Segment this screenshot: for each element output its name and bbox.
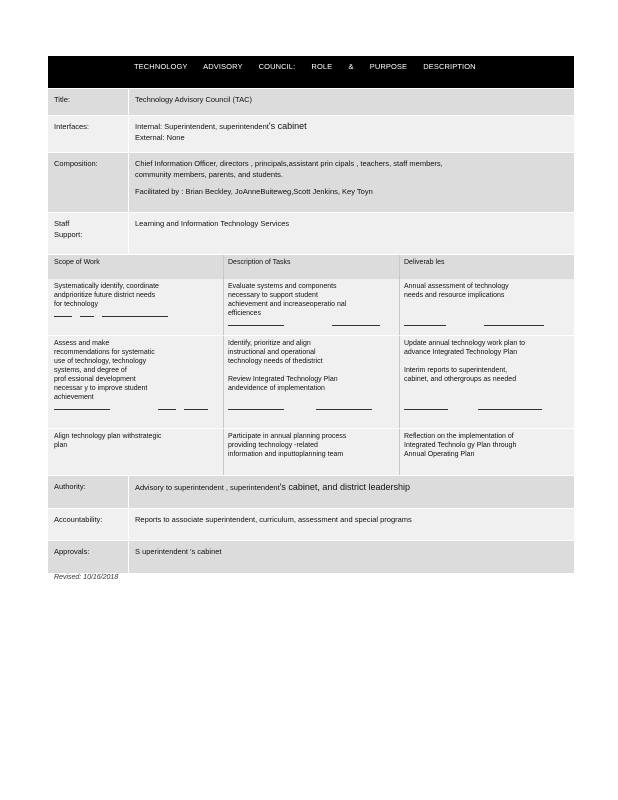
authority-row xyxy=(48,475,574,509)
cell-line: for technology xyxy=(54,301,98,308)
table-cell xyxy=(399,336,574,428)
title-value: Technology Advisory Council (TAC) xyxy=(128,89,574,115)
staff-support-label xyxy=(48,213,128,254)
interfaces-label: Interfaces: xyxy=(54,122,90,131)
cell-line: Systematically identify, coordinate xyxy=(54,283,159,290)
cell-line: Annual assessment of technology xyxy=(404,283,509,290)
interfaces-internal-tail: 's cabinet xyxy=(268,121,307,131)
authority-tail: 's cabinet, and district leadership xyxy=(279,482,410,492)
cell-line: advance Integrated Technology Plan xyxy=(404,349,518,356)
cell-line: technology needs of thedistrict xyxy=(228,358,323,365)
cell-line: Interim reports to superintendent, xyxy=(404,367,508,374)
revised-date: Revised: 10/16/2018 xyxy=(54,574,119,581)
table-cell xyxy=(399,429,574,475)
cell-line: systems, and degree of xyxy=(54,367,127,374)
cell-line: needs and resource implications xyxy=(404,292,505,299)
staff-support-row xyxy=(48,213,574,255)
cell-line: information and inputtoplanning team xyxy=(228,451,344,458)
cell-line: andevidence of implementation xyxy=(228,385,325,392)
cell-line: Annual Operating Plan xyxy=(404,451,475,458)
cell-line: providing technology -related xyxy=(228,442,318,449)
blank-rule xyxy=(54,309,219,317)
table-cell xyxy=(399,279,574,335)
table-header-description: Description of Tasks xyxy=(223,255,399,279)
cell-line: Participate in annual planning process xyxy=(228,433,347,440)
blank-rule xyxy=(54,402,219,410)
table-cell xyxy=(223,429,399,475)
cell-line: plan xyxy=(54,442,68,449)
staff-support-value: Learning and Information Technology Services xyxy=(128,213,574,254)
composition-label: Composition: xyxy=(54,159,98,168)
document-title: TECHNOLOGY ADVISORY COUNCIL: ROLE & PURPOSE DESCRIPTION xyxy=(134,62,476,71)
composition-row xyxy=(48,153,574,213)
header-label-cell xyxy=(48,56,128,88)
cell-line: Update annual technology work plan to xyxy=(404,340,526,347)
table-row xyxy=(48,279,574,335)
role-purpose-document xyxy=(48,56,574,574)
table-cell xyxy=(48,279,223,335)
table-cell xyxy=(48,429,223,475)
table-cell xyxy=(223,336,399,428)
cell-line: efficiences xyxy=(228,310,261,317)
blank-rule xyxy=(404,318,570,326)
approvals-label: Approvals: xyxy=(54,547,90,556)
cell-line: cabinet, and othergroups as needed xyxy=(404,376,517,383)
authority-label: Authority: xyxy=(54,482,86,491)
composition-line-1: Chief Information Officer, directors , principals,assistant prin cipals , teachers, staff members, xyxy=(135,159,443,168)
cell-line: Reflection on the implementation of xyxy=(404,433,514,440)
staff-support-label-1: Staff xyxy=(54,219,70,228)
interfaces-external: External: None xyxy=(135,133,185,142)
table-cell xyxy=(223,279,399,335)
approvals-row xyxy=(48,541,574,574)
accountability-value: Reports to associate superintendent, curriculum, assessment and special programs xyxy=(128,509,574,540)
table-cell xyxy=(48,336,223,428)
title-row xyxy=(48,89,574,116)
blank-rule xyxy=(228,402,395,410)
cell-line: use of technology, technology xyxy=(54,358,147,365)
authority-value xyxy=(128,476,574,508)
cell-line: Integrated Technolo gy Plan through xyxy=(404,442,517,449)
cell-line: Identify, prioritize and align xyxy=(228,340,311,347)
cell-line: prof essional development xyxy=(54,376,136,383)
cell-line: achievement and increaseoperatio nal xyxy=(228,301,347,308)
staff-support-label-2: Support: xyxy=(54,230,83,239)
interfaces-row xyxy=(48,116,574,153)
table-row xyxy=(48,335,574,428)
cell-line: Assess and make xyxy=(54,340,110,347)
cell-line: recommendations for systematic xyxy=(54,349,155,356)
cell-line: Review Integrated Technology Plan xyxy=(228,376,338,383)
cell-line: andprioritize future district needs xyxy=(54,292,156,299)
header-row xyxy=(48,56,574,89)
composition-value xyxy=(128,153,574,212)
cell-line: necessar y to improve student xyxy=(54,385,148,392)
cell-line: Evaluate systems and components xyxy=(228,283,337,290)
cell-line: achievement xyxy=(54,394,94,401)
interfaces-value xyxy=(128,116,574,152)
blank-rule xyxy=(404,402,570,410)
table-row xyxy=(48,428,574,475)
cell-line: necessary to support student xyxy=(228,292,318,299)
composition-line-3: Facilitated by : Brian Beckley, JoAnneBuiteweg,Scott Jenkins, Key Toyn xyxy=(135,187,373,196)
interfaces-internal: Internal: Superintendent, superintendent xyxy=(135,122,269,131)
cell-line: instructional and operational xyxy=(228,349,316,356)
accountability-row xyxy=(48,509,574,541)
accountability-label: Accountability: xyxy=(54,515,103,524)
approvals-value: S uperintendent 's cabinet xyxy=(128,541,574,573)
table-header-scope: Scope of Work xyxy=(54,259,100,266)
blank-rule xyxy=(228,318,395,326)
composition-line-2: community members, parents, and students. xyxy=(135,170,283,179)
cell-line: Align technology plan withstrategic xyxy=(54,433,162,440)
table-header-deliverables: Deliverab les xyxy=(399,255,574,279)
table-header-row xyxy=(48,255,574,279)
title-label: Title: xyxy=(54,95,70,104)
authority-text: Advisory to superintendent , superintendent xyxy=(135,483,280,492)
